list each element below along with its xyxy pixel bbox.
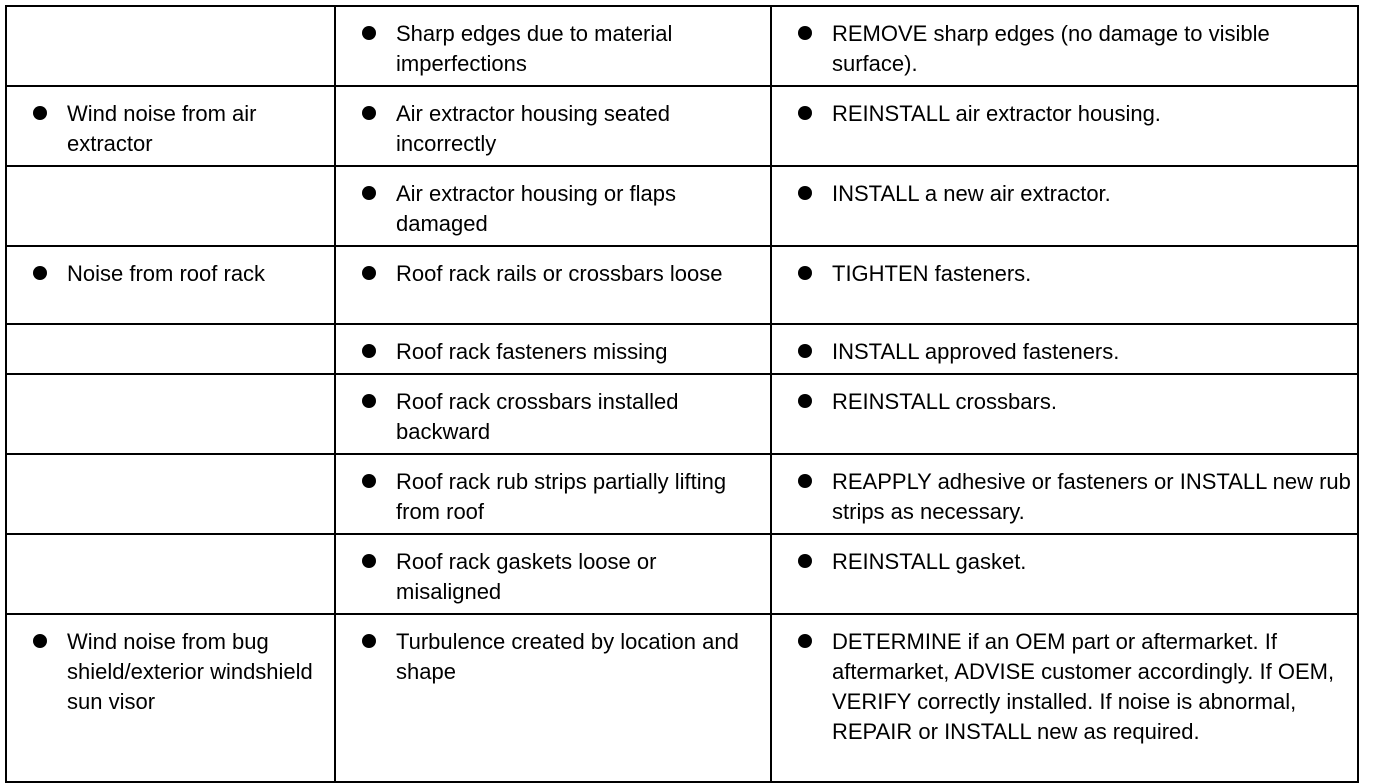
bullet-icon	[798, 634, 812, 648]
table-row	[6, 454, 1358, 534]
bullet-icon	[798, 266, 812, 280]
table-row	[6, 166, 1358, 246]
action-cell-content	[772, 87, 1357, 135]
bullet-icon	[362, 26, 376, 40]
action-cell-content	[772, 455, 1357, 533]
cause-cell-text: Turbulence created by location and shape	[396, 629, 739, 684]
bullet-icon	[362, 186, 376, 200]
bullet-icon	[362, 394, 376, 408]
symptom-cell	[6, 86, 335, 166]
cause-cell-text: Roof rack rub strips partially lifting from roof	[396, 469, 727, 524]
action-cell	[771, 454, 1358, 534]
cause-cell-text: Sharp edges due to material imperfections	[396, 21, 673, 76]
symptom-cell-content	[7, 615, 334, 723]
cause-cell-content	[336, 325, 770, 373]
action-cell-text: DETERMINE if an OEM part or aftermarket. If aftermarket, ADVISE customer accordingly. If OEM, VERIFY correctly installed. If noise is abnormal, REPAIR or INSTALL new as required.	[832, 629, 1335, 744]
symptom-cell-content	[7, 247, 334, 295]
table-row	[6, 374, 1358, 454]
action-cell	[771, 534, 1358, 614]
action-cell	[771, 324, 1358, 374]
action-cell-text: INSTALL approved fasteners.	[832, 339, 1120, 364]
cause-cell	[335, 374, 771, 454]
table-row	[6, 246, 1358, 324]
diagnosis-table	[5, 5, 1359, 783]
action-cell	[771, 374, 1358, 454]
cause-cell-text: Roof rack rails or crossbars loose	[396, 261, 723, 286]
bullet-icon	[33, 266, 47, 280]
action-cell-content	[772, 615, 1357, 753]
cause-cell	[335, 454, 771, 534]
bullet-icon	[362, 554, 376, 568]
cause-cell-text: Roof rack fasteners missing	[396, 339, 668, 364]
cause-cell-text: Roof rack crossbars installed backward	[396, 389, 679, 444]
symptom-cell	[6, 534, 335, 614]
action-cell-content	[772, 167, 1357, 215]
action-cell	[771, 166, 1358, 246]
symptom-cell	[6, 324, 335, 374]
symptom-cell-text: Noise from roof rack	[67, 261, 266, 286]
action-cell-content	[772, 375, 1357, 423]
action-cell-content	[772, 535, 1357, 583]
action-cell	[771, 6, 1358, 86]
action-cell-text: REMOVE sharp edges (no damage to visible surface).	[832, 21, 1270, 76]
symptom-cell	[6, 614, 335, 782]
table-row	[6, 614, 1358, 782]
bullet-icon	[33, 106, 47, 120]
cause-cell	[335, 614, 771, 782]
bullet-icon	[33, 634, 47, 648]
bullet-icon	[798, 474, 812, 488]
symptom-cell	[6, 6, 335, 86]
bullet-icon	[798, 106, 812, 120]
cause-cell-text: Air extractor housing or flaps damaged	[396, 181, 677, 236]
cause-cell-text: Air extractor housing seated incorrectly	[396, 101, 670, 156]
action-cell-text: INSTALL a new air extractor.	[832, 181, 1111, 206]
symptom-cell	[6, 374, 335, 454]
table-row	[6, 86, 1358, 166]
symptom-cell-text: Wind noise from air extractor	[67, 101, 257, 156]
action-cell-text: TIGHTEN fasteners.	[832, 261, 1032, 286]
action-cell-text: REINSTALL air extractor housing.	[832, 101, 1161, 126]
action-cell-content	[772, 247, 1357, 295]
cause-cell	[335, 166, 771, 246]
table-row	[6, 6, 1358, 86]
table-row	[6, 324, 1358, 374]
bullet-icon	[798, 26, 812, 40]
bullet-icon	[362, 344, 376, 358]
symptom-cell-text: Wind noise from bug shield/exterior windshield sun visor	[67, 629, 313, 714]
action-cell-content	[772, 325, 1357, 373]
diagnosis-table-body	[6, 6, 1358, 782]
bullet-icon	[362, 266, 376, 280]
cause-cell-content	[336, 535, 770, 613]
cause-cell-content	[336, 615, 770, 693]
bullet-icon	[798, 554, 812, 568]
cause-cell-content	[336, 375, 770, 453]
cause-cell	[335, 246, 771, 324]
cause-cell-text: Roof rack gaskets loose or misaligned	[396, 549, 657, 604]
cause-cell-content	[336, 87, 770, 165]
symptom-cell	[6, 454, 335, 534]
symptom-cell	[6, 166, 335, 246]
cause-cell	[335, 6, 771, 86]
bullet-icon	[798, 344, 812, 358]
action-cell-text: REINSTALL crossbars.	[832, 389, 1057, 414]
cause-cell-content	[336, 167, 770, 245]
bullet-icon	[798, 394, 812, 408]
action-cell	[771, 246, 1358, 324]
symptom-cell-content	[7, 87, 334, 165]
action-cell	[771, 614, 1358, 782]
action-cell-content	[772, 7, 1357, 85]
cause-cell	[335, 324, 771, 374]
action-cell-text: REINSTALL gasket.	[832, 549, 1027, 574]
table-row	[6, 534, 1358, 614]
bullet-icon	[362, 474, 376, 488]
symptom-cell	[6, 246, 335, 324]
bullet-icon	[798, 186, 812, 200]
cause-cell	[335, 86, 771, 166]
action-cell	[771, 86, 1358, 166]
cause-cell-content	[336, 7, 770, 85]
cause-cell	[335, 534, 771, 614]
bullet-icon	[362, 106, 376, 120]
bullet-icon	[362, 634, 376, 648]
action-cell-text: REAPPLY adhesive or fasteners or INSTALL new rub strips as necessary.	[832, 469, 1351, 524]
cause-cell-content	[336, 455, 770, 533]
cause-cell-content	[336, 247, 770, 295]
